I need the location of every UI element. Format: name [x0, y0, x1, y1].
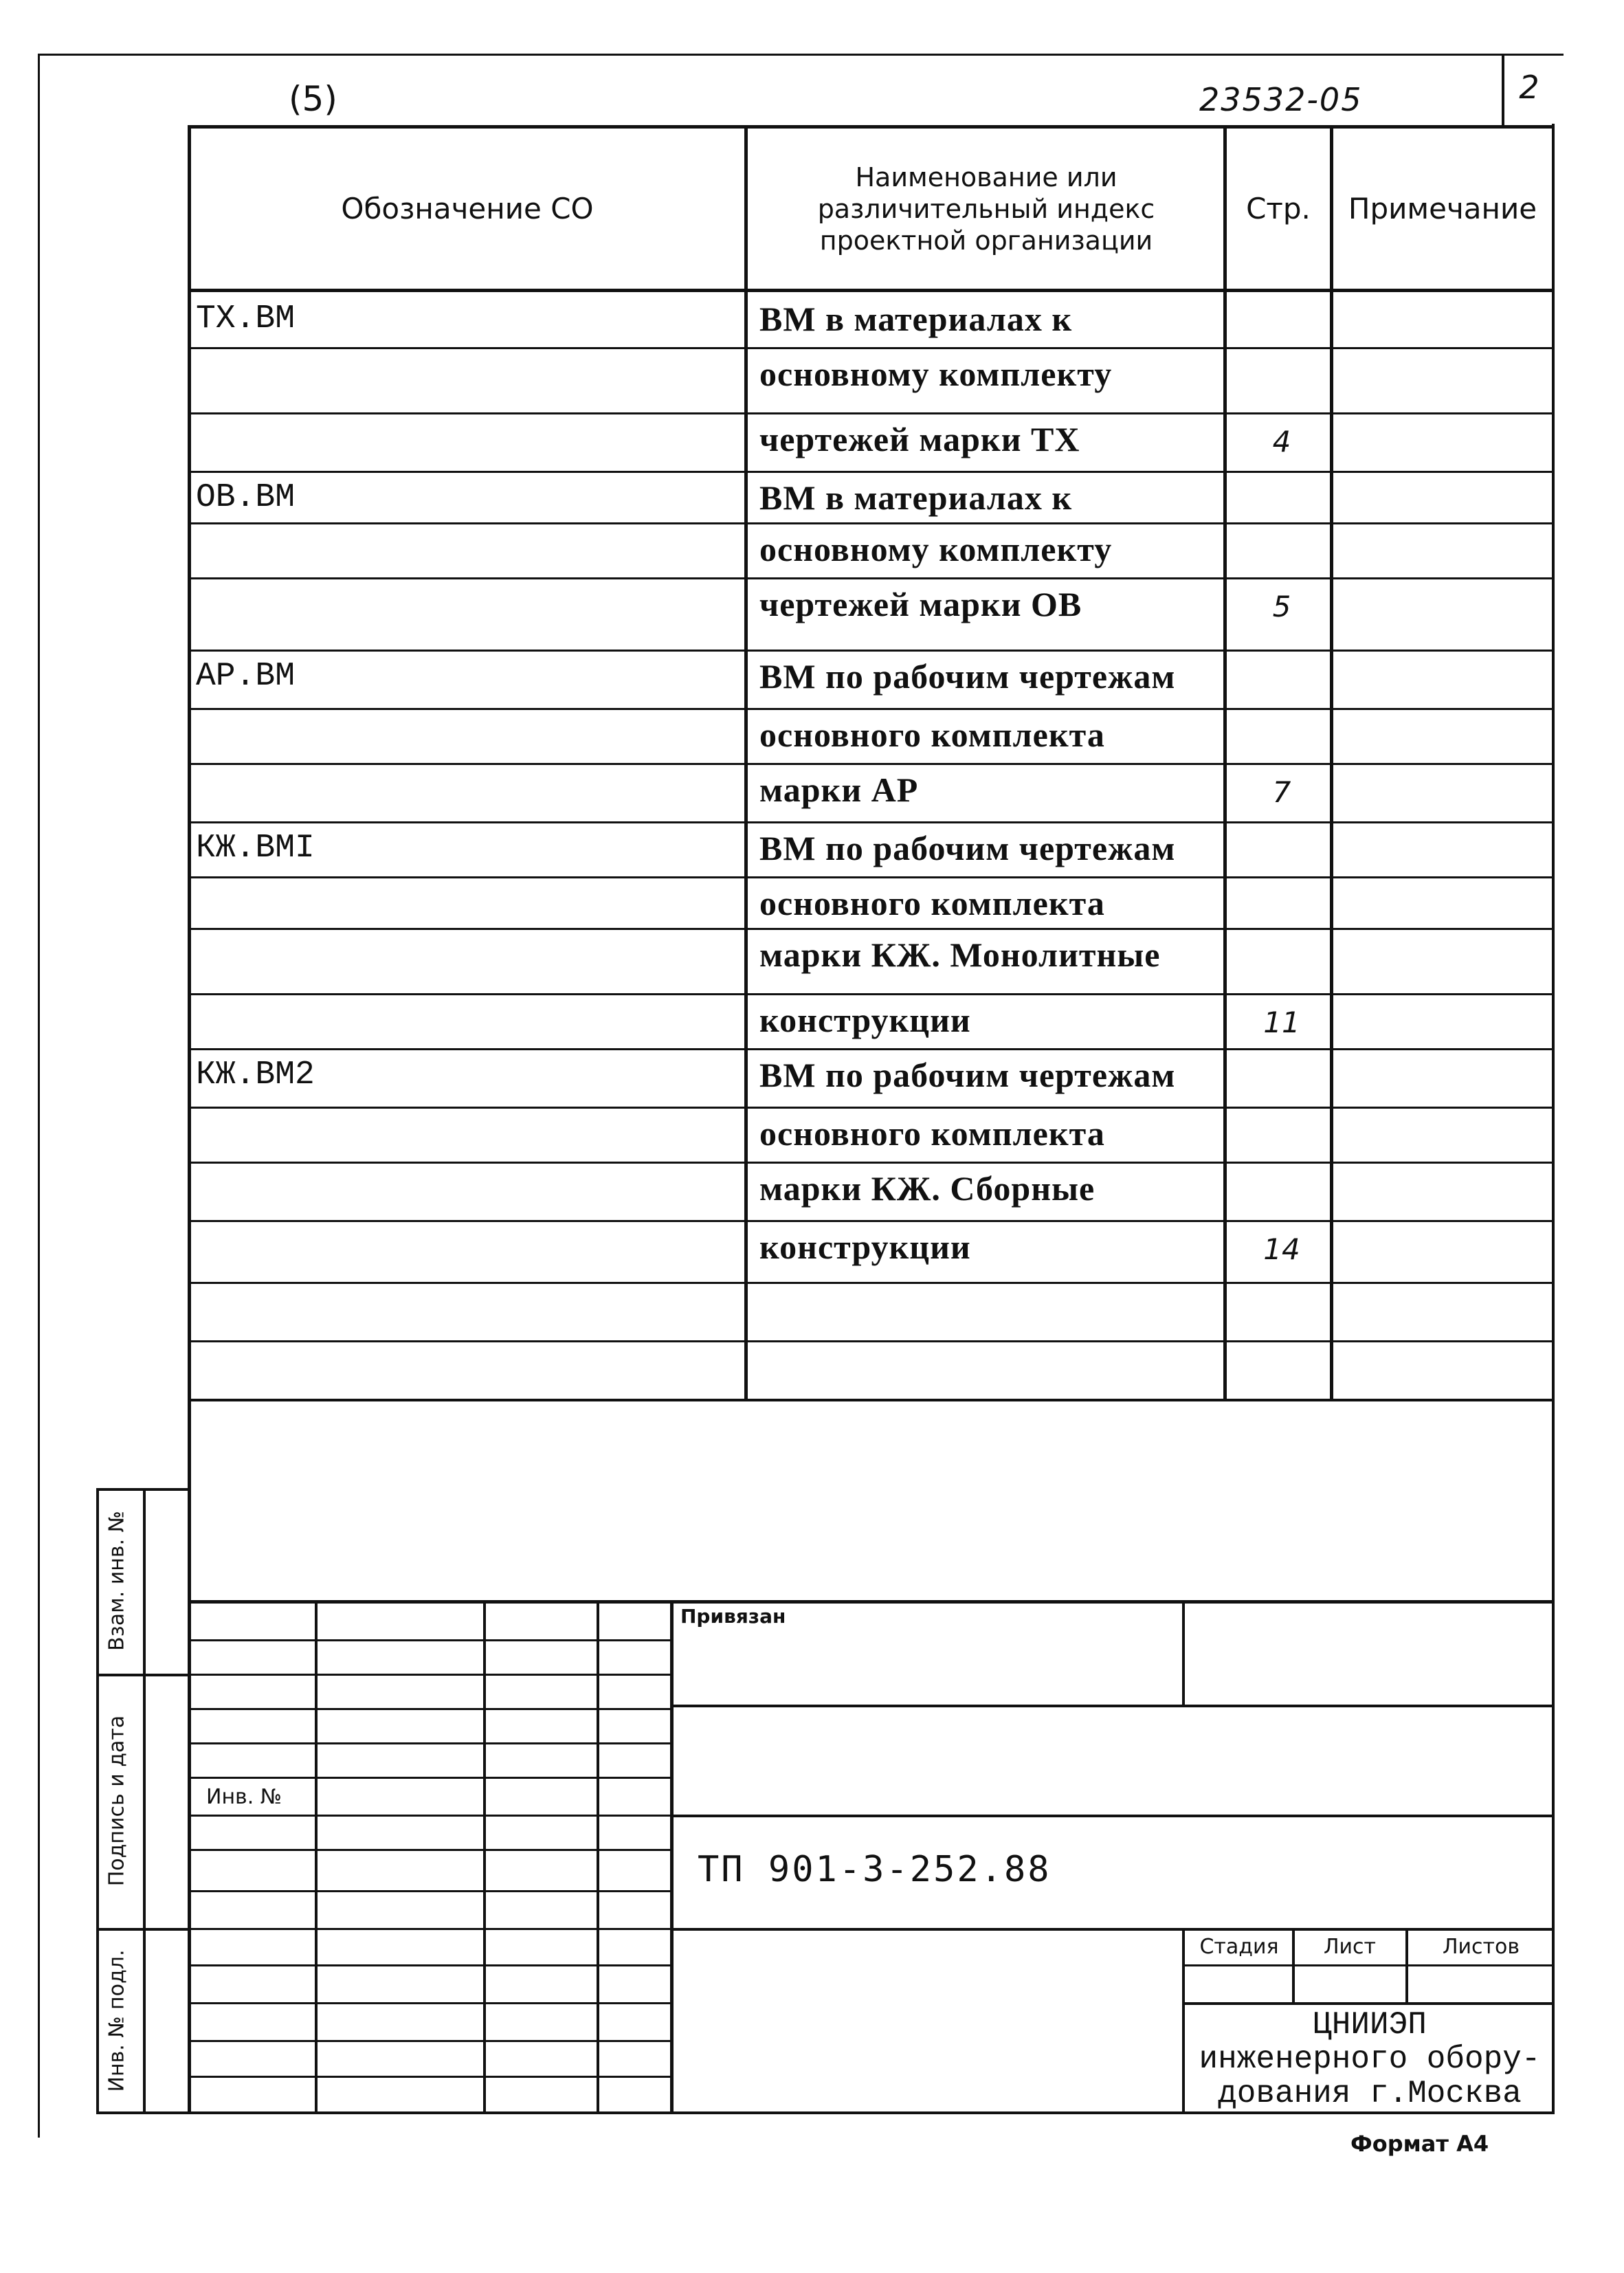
page-box-left — [1502, 54, 1504, 126]
stamp-inv-label: Инв. № — [206, 1785, 282, 1809]
stage-label: Стадия — [1199, 1935, 1279, 1959]
organization-line-3: дования г.Москва — [1218, 2076, 1522, 2111]
stamp-grid-line — [191, 1928, 672, 1930]
stamp-grid-line — [191, 1708, 672, 1710]
row-separator — [191, 412, 1553, 414]
project-top — [672, 1815, 1555, 1817]
row-separator — [191, 1282, 1553, 1284]
row-name: конструкции — [759, 1228, 971, 1266]
row-name: основному комплекту — [759, 530, 1113, 568]
linked-bottom — [672, 1705, 1555, 1707]
row-separator — [191, 876, 1553, 878]
row-separator — [191, 347, 1553, 349]
row-separator — [191, 1162, 1553, 1164]
row-code: КЖ.ВМ2 — [196, 1056, 315, 1094]
row-separator — [191, 1220, 1553, 1222]
organization-line-1: ЦНИИЭП — [1313, 2007, 1427, 2043]
row-separator — [191, 522, 1553, 524]
stamp-grid-line — [191, 1964, 672, 1966]
row-name: чертежей марки ТХ — [759, 420, 1080, 458]
row-code: КЖ.ВМI — [196, 830, 315, 867]
row-separator — [191, 1340, 1553, 1342]
row-name: основного комплекта — [759, 716, 1105, 754]
row-name: ВМ в материалах к — [759, 478, 1073, 517]
row-code: АР.ВМ — [196, 658, 296, 695]
stamp-grid-line — [191, 1815, 672, 1817]
stamp-grid-line — [191, 2040, 672, 2042]
row-separator — [191, 708, 1553, 710]
side-label-sign-date: Подпись и дата — [104, 1715, 129, 1887]
row-page: 11 — [1263, 1006, 1300, 1039]
stamp-grid-line — [191, 2076, 672, 2078]
row-page: 5 — [1272, 590, 1291, 623]
organization-line-2: инженерного обору- — [1199, 2041, 1541, 2077]
header-designation: Обозначение СО — [341, 192, 594, 225]
row-name: основного комплекта — [759, 1114, 1105, 1153]
table-top-line — [189, 125, 1555, 129]
frame-left-tail — [38, 2114, 40, 2138]
row-name: ВМ по рабочим чертежам — [759, 657, 1176, 696]
stage-grid-bottom — [1182, 2002, 1555, 2005]
document-number: 23532-05 — [1199, 81, 1363, 118]
row-page: 7 — [1272, 775, 1291, 809]
frame-left — [38, 54, 40, 2129]
stamp-col-2 — [483, 1600, 486, 2114]
row-name: конструкции — [759, 1001, 971, 1039]
section-number: (5) — [289, 79, 337, 119]
row-separator — [191, 993, 1553, 995]
sheet-label: Лист — [1323, 1935, 1377, 1959]
stamp-col-1 — [315, 1600, 318, 2114]
row-name: основному комплекту — [759, 355, 1113, 393]
row-name: ВМ в материалах к — [759, 300, 1073, 338]
side-label-orig-inv: Инв. № подл. — [104, 1949, 129, 2092]
row-separator — [191, 821, 1553, 823]
stamp-top — [189, 1600, 1555, 1604]
project-bottom — [672, 1928, 1555, 1931]
stamp-grid-line — [191, 1674, 672, 1676]
row-separator — [191, 577, 1553, 579]
row-name: марки КЖ. Сборные — [759, 1169, 1095, 1208]
row-separator — [191, 1048, 1553, 1050]
row-name: марки КЖ. Монолитные — [759, 935, 1161, 974]
sheets-label: Листов — [1442, 1935, 1520, 1959]
row-name: основного комплекта — [759, 884, 1105, 922]
row-name: чертежей марки ОВ — [759, 585, 1082, 623]
frame-top — [38, 54, 1564, 56]
row-separator — [191, 928, 1553, 930]
row-name: марки АР — [759, 770, 919, 809]
row-separator — [191, 471, 1553, 473]
side-div-1 — [96, 1674, 189, 1676]
header-note: Примечание — [1348, 192, 1537, 225]
row-separator — [191, 763, 1553, 765]
header-name: Наименование или различительный индекс проектной организации — [817, 162, 1155, 256]
stamp-grid-line — [191, 1849, 672, 1851]
stamp-linked-label: Привязан — [680, 1605, 786, 1628]
row-separator — [191, 650, 1553, 652]
linked-divider — [1182, 1600, 1185, 1707]
header-page: Стр. — [1246, 192, 1311, 225]
stamp-grid-line — [191, 1777, 672, 1779]
row-name: ВМ по рабочим чертежам — [759, 1056, 1176, 1094]
stamp-grid-line — [191, 1742, 672, 1744]
row-code: ОВ.ВМ — [196, 479, 296, 516]
table-bottom-line — [189, 1399, 1555, 1401]
project-code: ТП 901-3-252.88 — [698, 1849, 1052, 1890]
row-page: 4 — [1272, 425, 1291, 458]
stamp-col-4 — [670, 1600, 674, 2114]
page-number: 2 — [1519, 69, 1539, 106]
stamp-grid-line — [191, 1639, 672, 1641]
format-label: Формат А4 — [1350, 2131, 1489, 2157]
side-col-mid — [143, 1488, 146, 2114]
side-label-replace-inv: Взам. инв. № — [104, 1511, 129, 1651]
row-code: ТХ.ВМ — [196, 300, 296, 337]
stage-grid-row — [1182, 1964, 1555, 1966]
row-page: 14 — [1263, 1232, 1300, 1266]
stamp-grid-line — [191, 1890, 672, 1892]
header-bottom-line — [189, 289, 1555, 292]
stamp-grid-line — [191, 2002, 672, 2004]
side-col-left — [96, 1488, 99, 2114]
row-separator — [191, 1107, 1553, 1109]
row-name: ВМ по рабочим чертежам — [759, 829, 1176, 867]
stamp-col-3 — [597, 1600, 599, 2114]
